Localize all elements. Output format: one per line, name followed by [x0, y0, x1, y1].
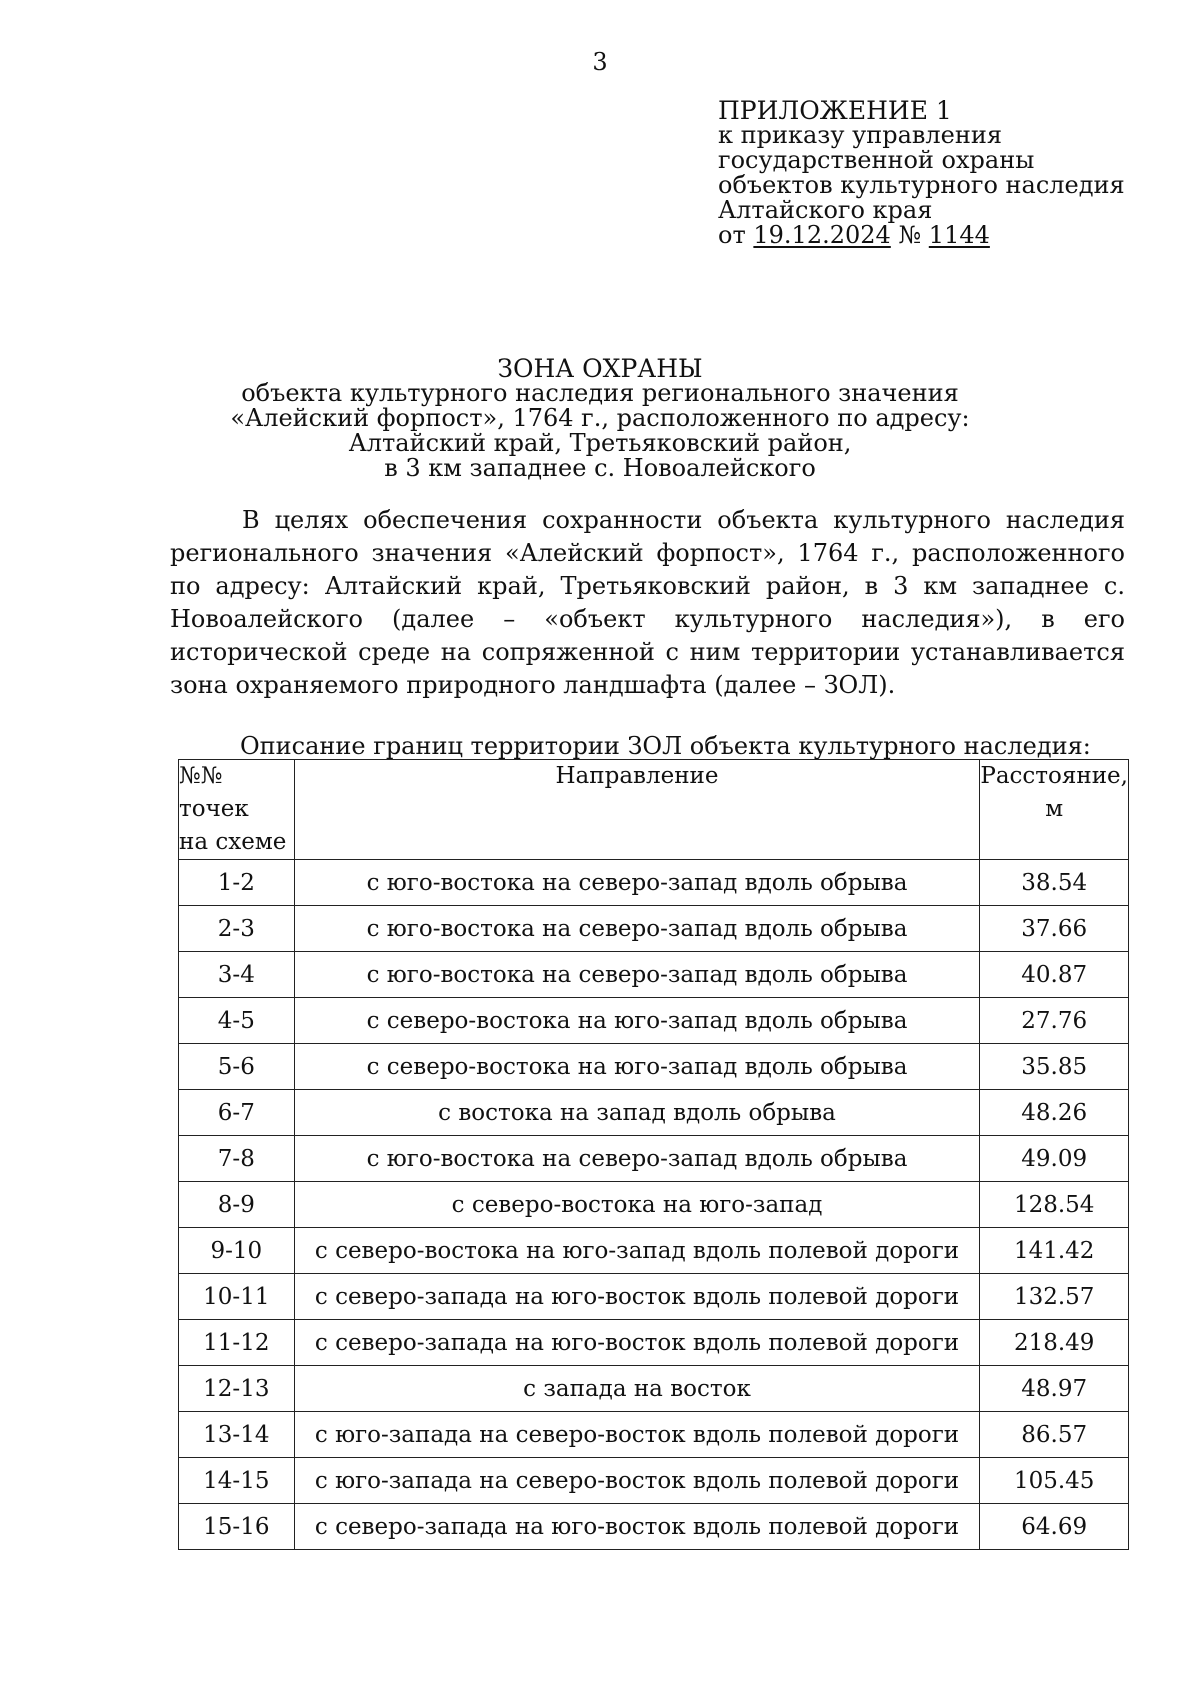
- order-prefix: от: [718, 221, 746, 249]
- table-row: [179, 1182, 1129, 1228]
- cell-direction: с северо-запада на юго-восток вдоль полевой дороги: [294, 1274, 980, 1320]
- cell-points: 3-4: [179, 952, 295, 998]
- cell-points: 5-6: [179, 1044, 295, 1090]
- appendix-line: объектов культурного наследия: [718, 171, 1125, 199]
- cell-direction: с юго-востока на северо-запад вдоль обрыва: [294, 906, 980, 952]
- table-caption: Описание границ территории ЗОЛ объекта культурного наследия:: [240, 732, 1091, 760]
- table-row: [179, 952, 1129, 998]
- cell-direction: с северо-запада на юго-восток вдоль полевой дороги: [294, 1504, 980, 1550]
- table-row: [179, 1320, 1129, 1366]
- body-paragraph-block: [170, 504, 1125, 702]
- zone-title-line: Алтайский край, Третьяковский район,: [348, 429, 852, 457]
- cell-distance: 141.42: [980, 1228, 1129, 1274]
- page-number: 3: [592, 48, 608, 76]
- cell-points: 14-15: [179, 1458, 295, 1504]
- header-distance: [980, 760, 1129, 860]
- appendix-line: государственной охраны: [718, 146, 1035, 174]
- cell-distance: 48.26: [980, 1090, 1129, 1136]
- cell-points: 2-3: [179, 906, 295, 952]
- cell-direction: с северо-востока на юго-запад вдоль обрыва: [294, 1044, 980, 1090]
- cell-points: 9-10: [179, 1228, 295, 1274]
- appendix-line: к приказу управления: [718, 121, 1003, 149]
- table-row: [179, 1458, 1129, 1504]
- cell-direction: с запада на восток: [294, 1366, 980, 1412]
- cell-points: 1-2: [179, 860, 295, 906]
- zone-title-line: в 3 км западнее с. Новоалейского: [384, 454, 816, 482]
- cell-direction: с северо-запада на юго-восток вдоль полевой дороги: [294, 1320, 980, 1366]
- table-row: [179, 998, 1129, 1044]
- cell-direction: с востока на запад вдоль обрыва: [294, 1090, 980, 1136]
- header-direction: Направление: [294, 760, 980, 860]
- table-row: [179, 860, 1129, 906]
- cell-points: 11-12: [179, 1320, 295, 1366]
- order-number-sign: №: [898, 221, 922, 249]
- cell-points: 8-9: [179, 1182, 295, 1228]
- cell-direction: с юго-запада на северо-восток вдоль полевой дороги: [294, 1458, 980, 1504]
- table-row: [179, 1044, 1129, 1090]
- table-row: [179, 1412, 1129, 1458]
- cell-distance: 38.54: [980, 860, 1129, 906]
- header-points-line: на схеме: [179, 829, 287, 855]
- cell-points: 10-11: [179, 1274, 295, 1320]
- table-header-row: [179, 760, 1129, 860]
- table-row: [179, 1366, 1129, 1412]
- cell-distance: 48.97: [980, 1366, 1129, 1412]
- order-reference: [718, 223, 1125, 248]
- cell-distance: 128.54: [980, 1182, 1129, 1228]
- cell-distance: 37.66: [980, 906, 1129, 952]
- cell-direction: с юго-востока на северо-запад вдоль обрыва: [294, 1136, 980, 1182]
- body-paragraph: В целях обеспечения сохранности объекта культурного наследия регионального значения «Алейский форпост», 1764 г., расположенного по адресу: Алтайский край, Третьяковский район, в 3 км западнее с. Новоалейского (далее – «объект культурного наследия»), в его исторической среде на сопряженной с ним территории устанавливается зона охраняемого природного ландшафта (далее – ЗОЛ).: [170, 506, 1125, 699]
- cell-points: 6-7: [179, 1090, 295, 1136]
- cell-direction: с юго-востока на северо-запад вдоль обрыва: [294, 952, 980, 998]
- order-number: 1144: [928, 221, 990, 249]
- header-points: [179, 760, 295, 860]
- boundary-table: [178, 759, 1129, 1550]
- cell-direction: с северо-востока на юго-запад: [294, 1182, 980, 1228]
- zone-title-line: «Алейский форпост», 1764 г., расположенного по адресу:: [230, 404, 970, 432]
- cell-distance: 35.85: [980, 1044, 1129, 1090]
- order-date: 19.12.2024: [753, 221, 891, 249]
- cell-direction: с северо-востока на юго-запад вдоль полевой дороги: [294, 1228, 980, 1274]
- appendix-title: ПРИЛОЖЕНИЕ 1: [718, 96, 952, 125]
- zone-title-line: объекта культурного наследия регионального значения: [241, 379, 959, 407]
- header-distance-line: Расстояние,: [980, 763, 1128, 789]
- header-points-line: точек: [179, 796, 249, 822]
- cell-points: 15-16: [179, 1504, 295, 1550]
- cell-distance: 49.09: [980, 1136, 1129, 1182]
- zone-title: [0, 356, 1200, 481]
- header-points-line: №№: [179, 763, 223, 789]
- header-distance-line: м: [1045, 796, 1064, 822]
- cell-points: 12-13: [179, 1366, 295, 1412]
- table-row: [179, 1504, 1129, 1550]
- appendix-block: [718, 98, 1125, 248]
- cell-direction: с северо-востока на юго-запад вдоль обрыва: [294, 998, 980, 1044]
- cell-direction: с юго-запада на северо-восток вдоль полевой дороги: [294, 1412, 980, 1458]
- cell-distance: 218.49: [980, 1320, 1129, 1366]
- table-row: [179, 1136, 1129, 1182]
- appendix-line: Алтайского края: [718, 196, 933, 224]
- table-row: [179, 1228, 1129, 1274]
- cell-distance: 86.57: [980, 1412, 1129, 1458]
- cell-direction: с юго-востока на северо-запад вдоль обрыва: [294, 860, 980, 906]
- cell-points: 7-8: [179, 1136, 295, 1182]
- cell-distance: 27.76: [980, 998, 1129, 1044]
- cell-distance: 132.57: [980, 1274, 1129, 1320]
- table-row: [179, 906, 1129, 952]
- table-row: [179, 1090, 1129, 1136]
- cell-distance: 40.87: [980, 952, 1129, 998]
- cell-points: 13-14: [179, 1412, 295, 1458]
- cell-distance: 64.69: [980, 1504, 1129, 1550]
- cell-points: 4-5: [179, 998, 295, 1044]
- cell-distance: 105.45: [980, 1458, 1129, 1504]
- table-body: [179, 860, 1129, 1550]
- table-row: [179, 1274, 1129, 1320]
- zone-title-main: ЗОНА ОХРАНЫ: [497, 354, 703, 383]
